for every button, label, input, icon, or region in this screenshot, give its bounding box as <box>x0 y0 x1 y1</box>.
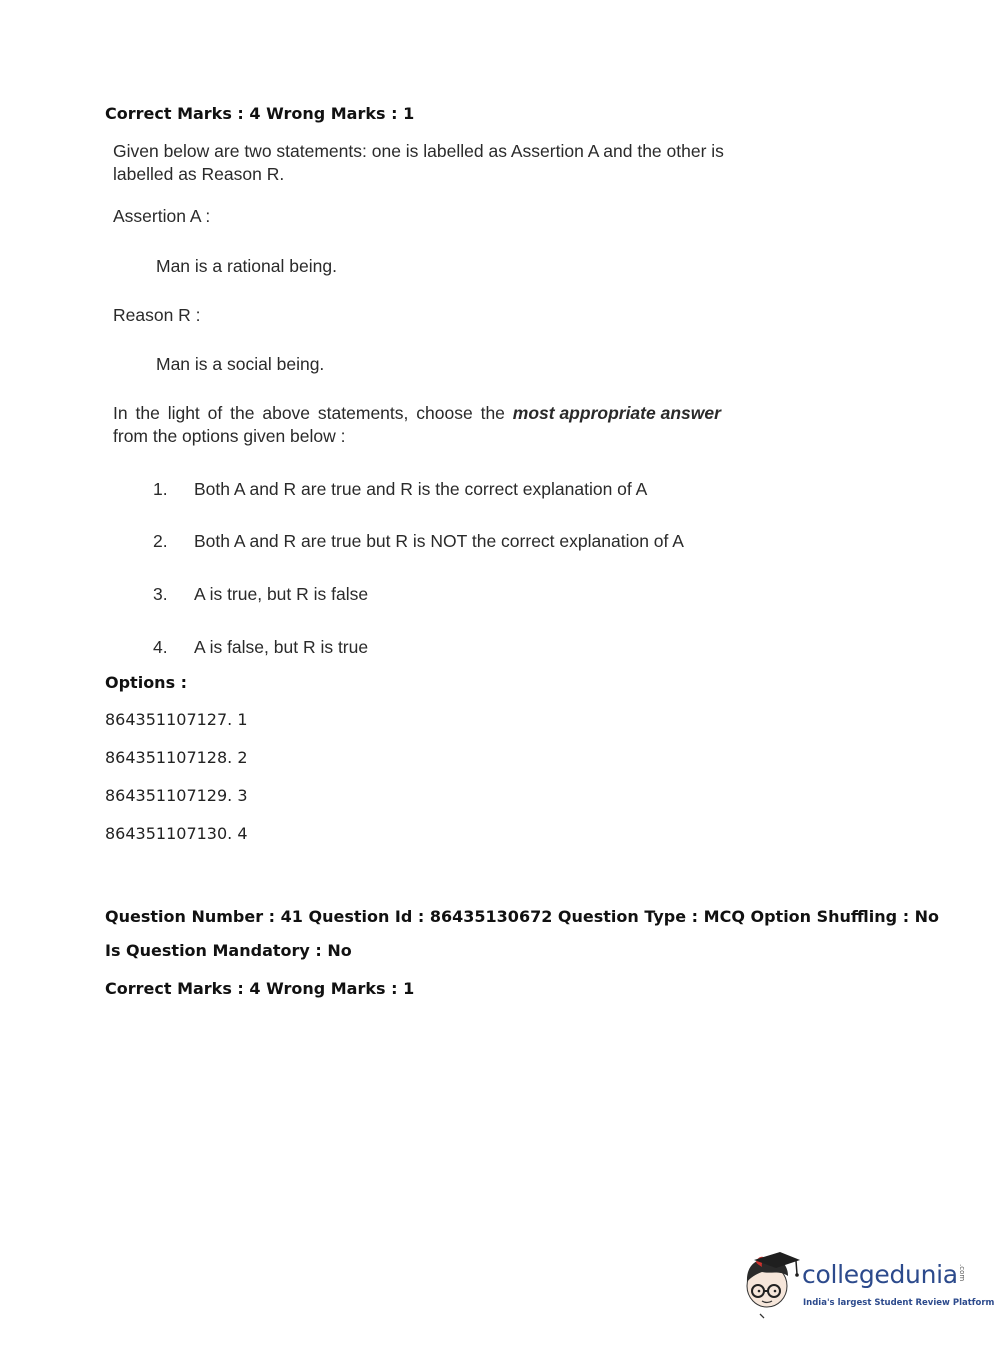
instruction-word: statements, <box>317 403 409 423</box>
instruction-word: above <box>262 403 311 423</box>
question-mandatory-line: Is Question Mandatory : No <box>105 941 352 960</box>
instruction-word: the <box>230 403 255 423</box>
choice-number: 4. <box>153 637 168 657</box>
choice-item <box>153 583 713 607</box>
options-label: Options : <box>105 673 188 692</box>
logo-tagline: India's largest Student Review Platform <box>803 1298 995 1308</box>
instruction-word: light <box>167 403 200 423</box>
instruction-emphasis: most appropriate answer <box>512 403 721 423</box>
reason-label: Reason R : <box>113 305 201 325</box>
question-intro-line-2: labelled as Reason R. <box>113 164 285 184</box>
reason-text: Man is a social being. <box>156 354 325 374</box>
mascot-icon <box>740 1248 802 1320</box>
option-item: 864351107128. 2 <box>105 748 248 767</box>
collegedunia-logo <box>740 1248 995 1320</box>
choice-number: 3. <box>153 584 168 604</box>
logo-wordmark: collegedunia <box>802 1260 958 1289</box>
choice-item <box>153 636 713 660</box>
option-item: 864351107129. 3 <box>105 786 248 805</box>
instruction-line-2: from the options given below : <box>113 426 346 446</box>
option-item: 864351107127. 1 <box>105 710 248 729</box>
question-marks-line: Correct Marks : 4 Wrong Marks : 1 <box>105 979 415 998</box>
choice-text: A is false, but R is true <box>194 637 369 657</box>
choice-number: 2. <box>153 531 168 551</box>
option-item: 864351107130. 4 <box>105 824 248 843</box>
instruction-word: of <box>207 403 223 423</box>
choice-number: 1. <box>153 479 168 499</box>
choice-text: Both A and R are true and R is the correct explanation of A <box>194 479 648 499</box>
choice-text: A is true, but R is false <box>194 584 369 604</box>
assertion-text: Man is a rational being. <box>156 256 337 276</box>
assertion-label: Assertion A : <box>113 206 211 226</box>
correct-wrong-marks: Correct Marks : 4 Wrong Marks : 1 <box>105 104 415 123</box>
instruction-word: the <box>135 403 160 423</box>
choice-text: Both A and R are true but R is NOT the correct explanation of A <box>194 531 684 551</box>
instruction-line-1 <box>113 402 721 425</box>
question-intro-line-1: Given below are two statements: one is labelled as Assertion A and the other is <box>113 141 724 161</box>
instruction-word: choose <box>416 403 473 423</box>
choice-item <box>153 530 713 554</box>
choice-item <box>153 478 713 502</box>
instruction-word: the <box>480 403 505 423</box>
logo-com: .com <box>958 1264 966 1282</box>
question-meta-line: Question Number : 41 Question Id : 86435130672 Question Type : MCQ Option Shuffling : No <box>105 907 940 926</box>
instruction-word: In <box>113 403 128 423</box>
